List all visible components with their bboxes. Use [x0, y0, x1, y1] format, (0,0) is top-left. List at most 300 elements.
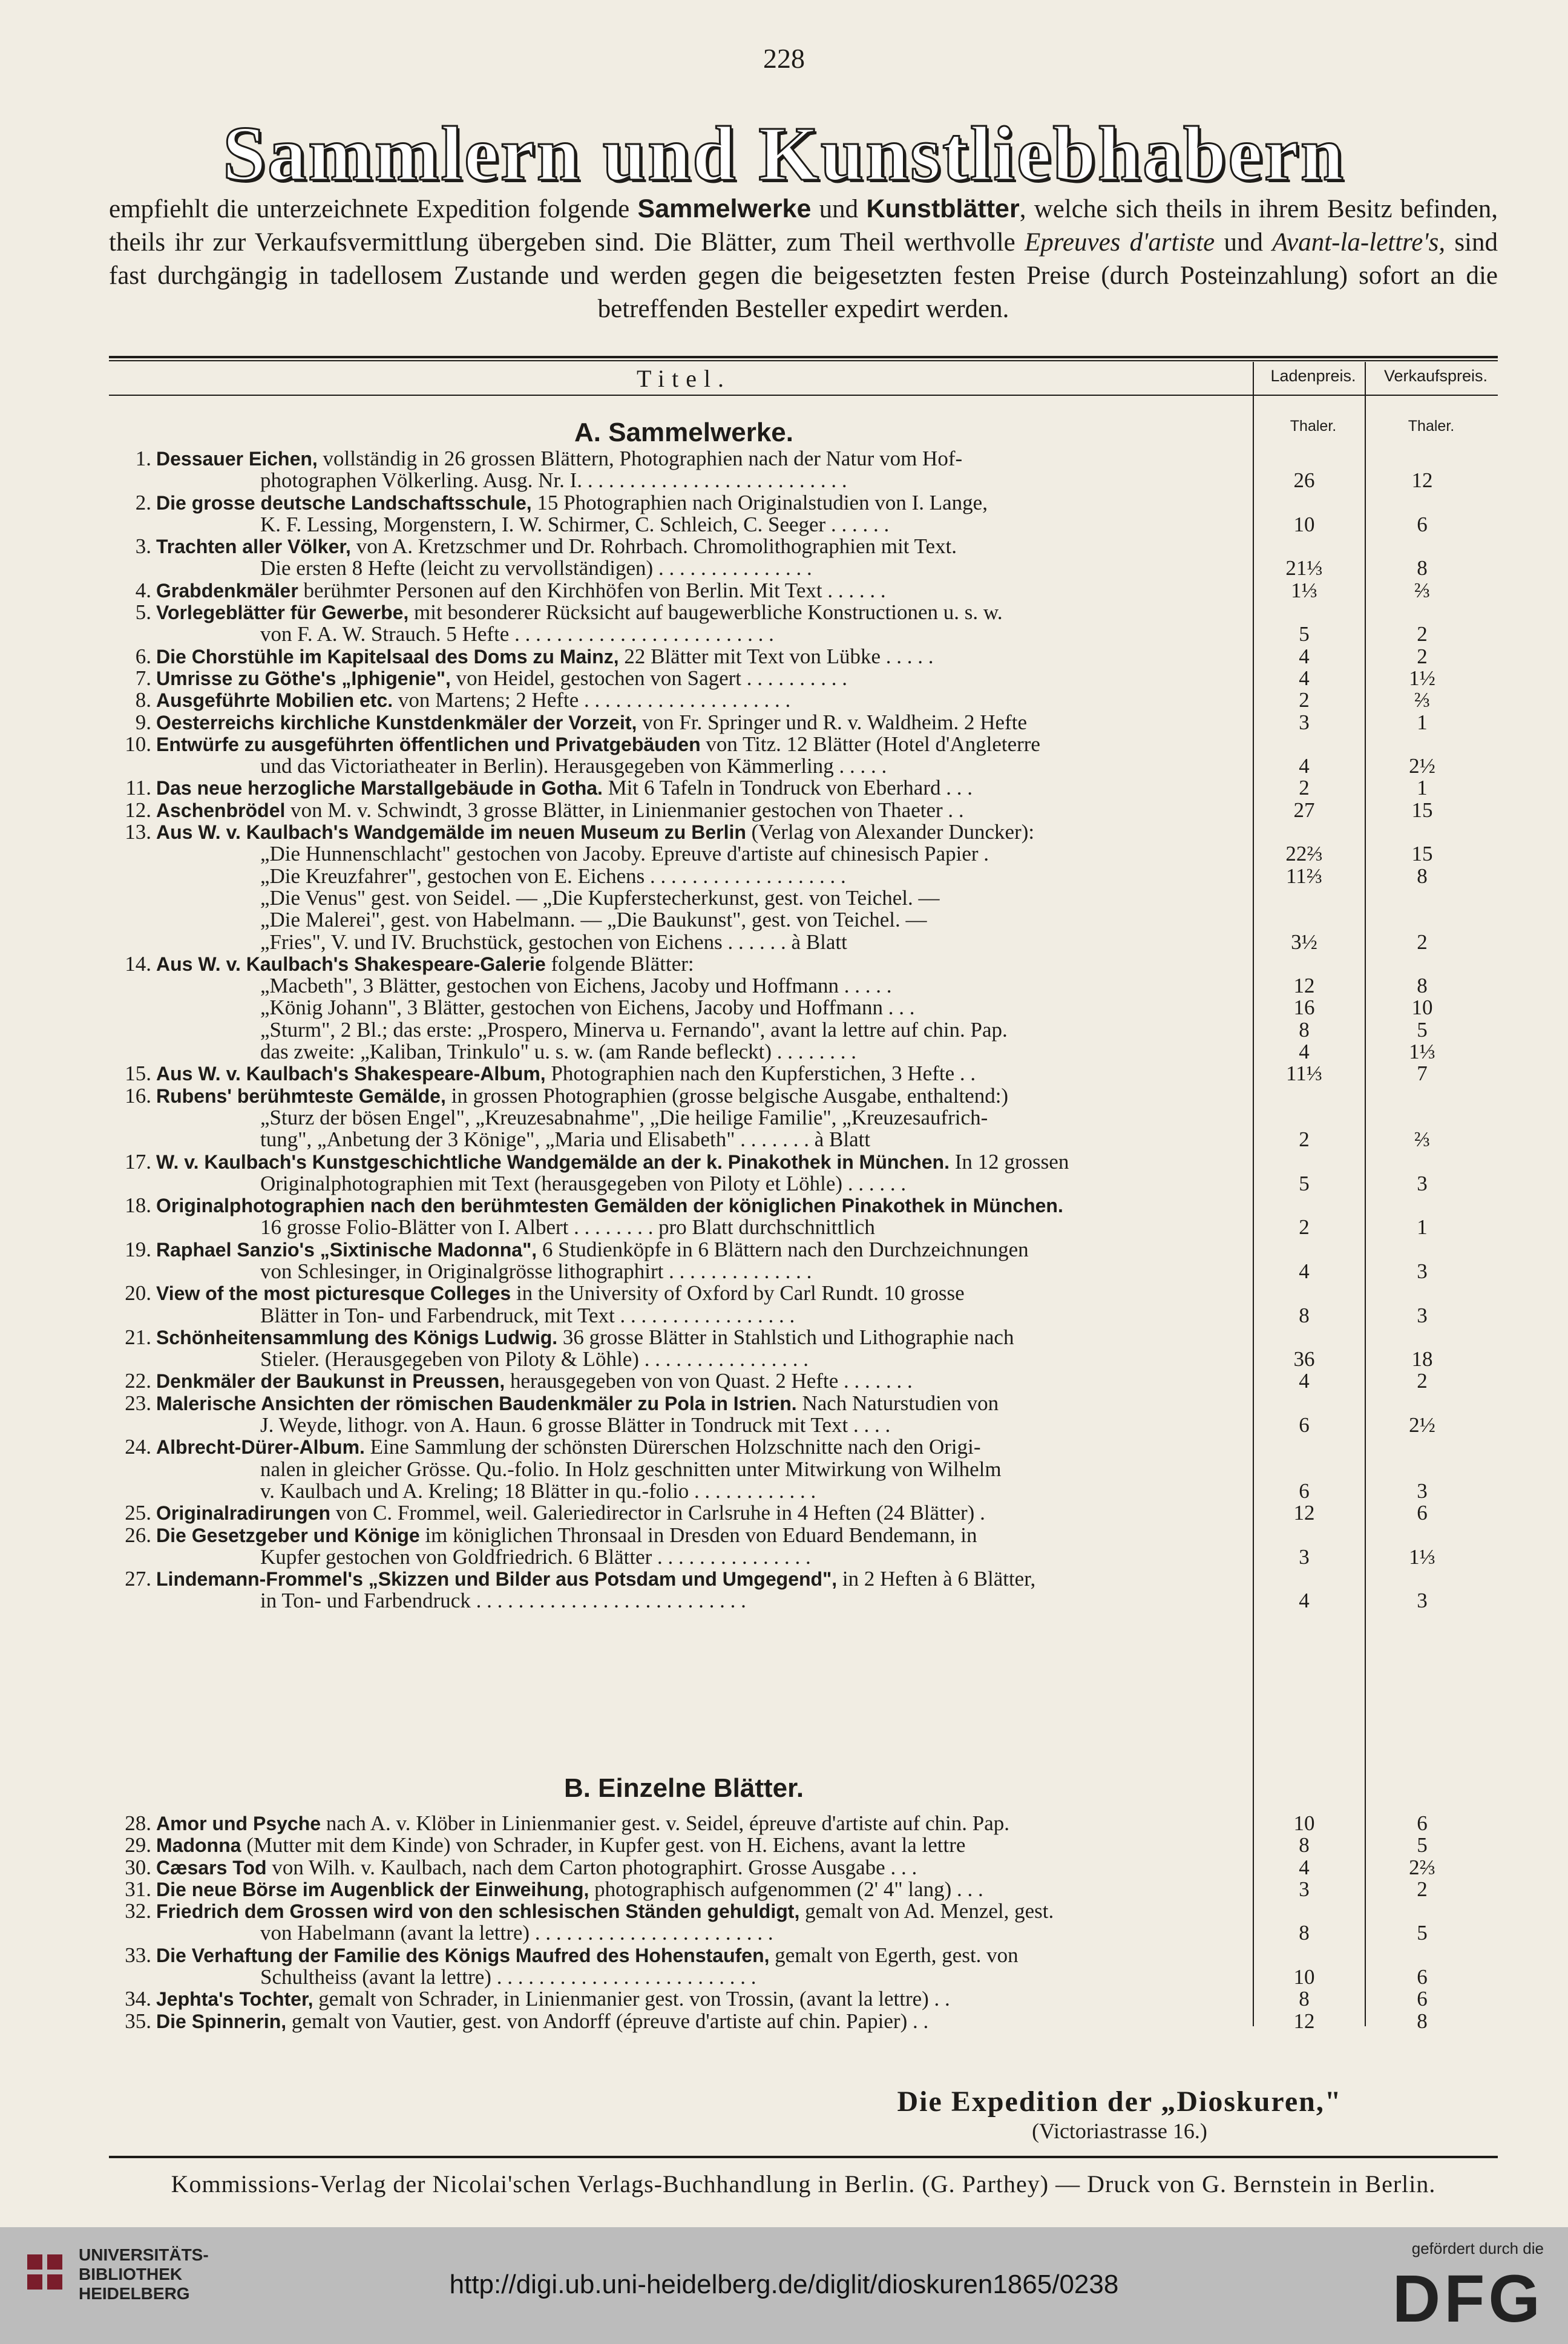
entry-number: 34.	[125, 1987, 151, 2011]
entry-number: 32.	[125, 1899, 151, 1923]
entry-line	[109, 1436, 1498, 1458]
entry-body: K. F. Lessing, Morgenstern, I. W. Schirmer, C. Schleich, C. Seeger . . . . . .	[260, 512, 890, 536]
entry-text	[260, 1459, 1350, 1480]
entry-line	[109, 799, 1498, 821]
ladenpreis-value: 3	[1299, 1545, 1310, 1569]
table-header-rule	[109, 395, 1498, 396]
verkaufspreis-value: 5	[1417, 1017, 1428, 1042]
ladenpreis-value: 5	[1299, 1171, 1310, 1195]
entry-heading: View of the most picturesque Colleges	[156, 1282, 511, 1305]
entry-heading: Jephta's Tochter,	[156, 1988, 313, 2011]
col-verkaufspreis: Verkaufspreis.	[1383, 367, 1488, 385]
entry-text	[260, 1261, 1350, 1282]
ladenpreis-value: 6	[1299, 1479, 1310, 1503]
entry-line	[109, 1107, 1498, 1129]
intro-text: empfiehlt die unterzeichnete Expedition folgende	[109, 195, 638, 223]
entry-text	[156, 1857, 1348, 1879]
ladenpreis-value: 4	[1299, 1040, 1310, 1064]
entry-text	[156, 448, 1348, 470]
entry-text	[260, 1107, 1350, 1129]
entry-body: Nach Naturstudien von	[796, 1391, 999, 1415]
entry-heading: Aus W. v. Kaulbach's Wandgemälde im neuen Museum zu Berlin	[156, 821, 746, 844]
intro-bold: Kunstblätter	[866, 194, 1020, 223]
verkaufspreis-value: 10	[1411, 996, 1433, 1020]
entry-number: 9.	[135, 710, 151, 734]
unit-label: Thaler.	[1408, 418, 1455, 435]
entry-text	[156, 580, 1348, 602]
ladenpreis-value: 5	[1299, 622, 1310, 646]
entry-text	[156, 1393, 1348, 1414]
verkaufspreis-value: 1½	[1409, 666, 1435, 690]
entry-heading: Oesterreichs kirchliche Kunstdenkmäler der Vorzeit,	[156, 711, 637, 734]
entry-text	[156, 1327, 1348, 1348]
entry-body: mit besonderer Rücksicht auf baugewerbliche Konstructionen u. s. w.	[408, 600, 1003, 625]
verkaufspreis-value: 15	[1411, 798, 1433, 822]
entry-number: 6.	[135, 644, 151, 668]
ladenpreis-value: 4	[1299, 1369, 1310, 1393]
entry-heading: Dessauer Eichen,	[156, 448, 318, 470]
entry-body: Stieler. (Herausgegeben von Piloty & Löhle) . . . . . . . . . . . . . . . .	[260, 1347, 809, 1371]
entry-text	[156, 646, 1348, 668]
entry-heading: Ausgeführte Mobilien etc.	[156, 689, 393, 712]
entry-body: (Verlag von Alexander Duncker):	[746, 820, 1035, 844]
library-name-line: UNIVERSITÄTS-	[79, 2245, 209, 2264]
entry-text	[260, 1129, 1350, 1151]
col-ladenpreis: Ladenpreis.	[1270, 367, 1356, 385]
entry-line	[109, 1568, 1498, 1590]
entry-text	[156, 1813, 1348, 1834]
verkaufspreis-value: 6	[1417, 1811, 1428, 1835]
ladenpreis-value: 4	[1299, 644, 1310, 668]
entry-line	[109, 909, 1498, 931]
entry-line	[109, 1282, 1498, 1304]
entry-text	[156, 1436, 1348, 1458]
verkaufspreis-value: 1	[1417, 1215, 1428, 1239]
entry-number: 2.	[135, 490, 151, 514]
entry-text	[260, 1966, 1350, 1988]
entry-body: Originalphotographien mit Text (herausgegeben von Piloty et Löhle) . . . . . .	[260, 1171, 907, 1195]
entry-line	[109, 1945, 1498, 1966]
funded-by-label: gefördert durch die	[1411, 2239, 1544, 2257]
ladenpreis-value: 8	[1299, 1017, 1310, 1042]
entry-text	[156, 1834, 1348, 1856]
verkaufspreis-value: 1	[1417, 776, 1428, 800]
entry-text	[260, 931, 1350, 953]
entry-text	[156, 1085, 1348, 1107]
entry-body: gemalt von Schrader, in Linienmanier gest. von Trossin, (avant la lettre) . .	[313, 1987, 950, 2011]
entry-body: in grossen Photographien (grosse belgische Ausgabe, enthaltend:)	[445, 1083, 1009, 1108]
entry-line	[109, 1327, 1498, 1348]
entry-text	[156, 1195, 1348, 1216]
entry-body: Mit 6 Tafeln in Tondruck von Eberhard . . .	[602, 776, 973, 800]
verkaufspreis-value: 8	[1417, 864, 1428, 888]
entry-text	[156, 953, 1348, 975]
entry-text	[260, 1414, 1350, 1436]
entry-text	[260, 1041, 1350, 1063]
ladenpreis-value: 16	[1293, 996, 1315, 1020]
entry-heading: Denkmäler der Baukunst in Preussen,	[156, 1370, 505, 1393]
entry-line	[109, 668, 1498, 689]
ladenpreis-value: 8	[1299, 1987, 1310, 2011]
entry-text	[156, 689, 1348, 711]
verkaufspreis-value: 1	[1417, 710, 1428, 734]
col-title: Titel.	[636, 365, 732, 392]
verkaufspreis-value: 12	[1411, 468, 1433, 493]
entry-line	[109, 1129, 1498, 1151]
section-heading-a: A. Sammelwerke.	[574, 418, 793, 447]
ladenpreis-value: 36	[1293, 1347, 1315, 1371]
verkaufspreis-value: 2	[1417, 930, 1428, 954]
verkaufspreis-value: 7	[1417, 1062, 1428, 1086]
entry-body: 36 grosse Blätter in Stahlstich und Lithographie nach	[557, 1325, 1014, 1349]
entry-text	[156, 1370, 1348, 1392]
entry-body: nach A. v. Klöber in Linienmanier gest. v. Seidel, épreuve d'artiste auf chin. Pap.	[321, 1811, 1010, 1835]
entry-heading: Umrisse zu Göthe's „Iphigenie",	[156, 667, 451, 689]
intro-text: , welche sich theils in ihrem Besitz befinden, theils ihr zur Verkaufsvermittlung übergeben sind. Die Blätter, zum Theil werthvolle	[109, 195, 1498, 257]
entry-number: 4.	[135, 578, 151, 602]
entry-line	[109, 1459, 1498, 1480]
entry-line	[109, 602, 1498, 623]
ladenpreis-value: 10	[1293, 1811, 1315, 1835]
entry-line	[109, 734, 1498, 755]
entry-body: „Die Malerei", gest. von Habelmann. — „Die Baukunst", gest. von Teichel. —	[260, 908, 927, 932]
entry-text	[260, 843, 1350, 865]
table-top-rule-thin	[109, 360, 1498, 361]
entry-body: in the University of Oxford by Carl Rundt. 10 grosse	[511, 1281, 965, 1305]
entry-body: 6 Studienköpfe in 6 Blättern nach den Durchzeichnungen	[537, 1237, 1029, 1261]
entry-body: gemalt von Ad. Menzel, gest.	[799, 1899, 1054, 1923]
entry-body: gemalt von Vautier, gest. von Andorff (épreuve d'artiste auf chin. Papier) . .	[286, 2009, 929, 2033]
entry-heading: Cæsars Tod	[156, 1856, 267, 1879]
imprint: Kommissions-Verlag der Nicolai'schen Verlags-Buchhandlung in Berlin. (G. Parthey) — Druck von G. Bernstein in Berlin.	[171, 2170, 1436, 2198]
table-header	[109, 362, 1498, 392]
entry-line	[109, 1414, 1498, 1436]
entry-line	[109, 1173, 1498, 1195]
entry-line	[109, 975, 1498, 997]
entry-heading: Schönheitensammlung des Königs Ludwig.	[156, 1326, 558, 1348]
ladenpreis-value: 4	[1299, 1259, 1310, 1283]
entry-text	[156, 1879, 1348, 1900]
entry-line	[109, 689, 1498, 711]
entry-number: 30.	[125, 1855, 151, 1879]
entry-body: In 12 grossen	[949, 1149, 1069, 1174]
entry-line	[109, 865, 1498, 887]
entry-number: 33.	[125, 1943, 151, 1967]
verkaufspreis-value: 6	[1417, 1501, 1428, 1525]
ladenpreis-value: 10	[1293, 512, 1315, 536]
entry-body: „Die Kreuzfahrer", gestochen von E. Eichens . . . . . . . . . . . . . . . . . . .	[260, 864, 846, 888]
entry-number: 17.	[125, 1149, 151, 1174]
entry-body: von M. v. Schwindt, 3 grosse Blätter, in Linienmanier gestochen von Thaeter . .	[285, 798, 964, 822]
entry-body: und das Victoriatheater in Berlin). Herausgegeben von Kämmerling . . . . .	[260, 754, 887, 778]
entry-number: 26.	[125, 1523, 151, 1547]
verkaufspreis-value: 3	[1417, 1479, 1428, 1503]
entry-text	[156, 1063, 1348, 1085]
ladenpreis-value: 8	[1299, 1833, 1310, 1857]
entry-number: 29.	[125, 1833, 151, 1857]
intro-italic: Avant-la-lettre's,	[1272, 228, 1446, 257]
verkaufspreis-value: 3	[1417, 1259, 1428, 1283]
entry-line	[109, 1261, 1498, 1282]
entry-text	[156, 1151, 1348, 1173]
entry-body: Schultheiss (avant la lettre) . . . . . . . . . . . . . . . . . . . . . . . . .	[260, 1965, 756, 1989]
entry-body: herausgegeben von von Quast. 2 Hefte . . . . . . .	[505, 1369, 913, 1393]
entry-number: 10.	[125, 732, 151, 756]
entry-number: 22.	[125, 1369, 151, 1393]
entry-line	[109, 646, 1498, 668]
entry-text	[260, 623, 1350, 645]
entry-text	[156, 799, 1348, 821]
entry-text	[260, 1922, 1350, 1944]
entry-heading: Die Gesetzgeber und Könige	[156, 1524, 420, 1546]
ladenpreis-value: 12	[1293, 1501, 1315, 1525]
entry-line	[109, 492, 1498, 514]
verkaufspreis-value: 3	[1417, 1303, 1428, 1327]
entry-heading: Aschenbrödel	[156, 799, 286, 821]
entry-number: 27.	[125, 1567, 151, 1591]
entry-number: 13.	[125, 820, 151, 844]
entry-line	[109, 1151, 1498, 1173]
verkaufspreis-value: 2½	[1409, 1413, 1435, 1437]
entry-body: „Die Venus" gest. von Seidel. — „Die Kupferstecherkunst, gest. von Teichel. —	[260, 885, 940, 910]
entry-text	[156, 1568, 1348, 1590]
entry-text	[260, 514, 1350, 536]
intro-text: und	[1215, 228, 1273, 257]
entry-heading: Aus W. v. Kaulbach's Shakespeare-Galerie	[156, 953, 546, 975]
entry-line	[109, 1480, 1498, 1502]
entry-body: photographisch aufgenommen (2' 4" lang) . . .	[589, 1877, 983, 1901]
entry-line	[109, 1063, 1498, 1085]
entry-text	[156, 492, 1348, 514]
entry-text	[260, 1546, 1350, 1568]
verkaufspreis-value: 2	[1417, 1369, 1428, 1393]
entry-body: in Ton- und Farbendruck . . . . . . . . . . . . . . . . . . . . . . . . . .	[260, 1589, 746, 1613]
entry-heading: Madonna	[156, 1834, 241, 1857]
einzelne-blaetter-list	[109, 1813, 1498, 2032]
ladenpreis-value: 11⅔	[1286, 864, 1322, 888]
entry-heading: Trachten aller Völker,	[156, 536, 351, 558]
verkaufspreis-value: 1⅓	[1409, 1545, 1435, 1569]
entry-line	[109, 536, 1498, 557]
entry-body: von Habelmann (avant la lettre) . . . . . . . . . . . . . . . . . . . . . . .	[260, 1921, 773, 1945]
ladenpreis-value: 2	[1299, 1215, 1310, 1239]
entry-number: 15.	[125, 1062, 151, 1086]
entry-line	[109, 1348, 1498, 1370]
entry-line	[109, 755, 1498, 777]
entry-text	[156, 1988, 1348, 2010]
verkaufspreis-value: 5	[1417, 1921, 1428, 1945]
entry-text	[156, 1239, 1348, 1261]
entry-number: 18.	[125, 1193, 151, 1218]
verkaufspreis-value: 6	[1417, 1987, 1428, 2011]
entry-line	[109, 1393, 1498, 1414]
ladenpreis-value: 8	[1299, 1921, 1310, 1945]
entry-number: 12.	[125, 798, 151, 822]
entry-body: „König Johann", 3 Blätter, gestochen von Eichens, Jacoby und Hoffmann . . .	[260, 996, 915, 1020]
entry-body: berühmter Personen auf den Kirchhöfen von Berlin. Mit Text . . . . . .	[298, 578, 886, 602]
entry-body: von C. Frommel, weil. Galeriedirector in Carlsruhe in 4 Heften (24 Blätter) .	[330, 1501, 985, 1525]
entry-number: 24.	[125, 1435, 151, 1459]
entry-body: „Sturz der bösen Engel", „Kreuzesabnahme", „Die heilige Familie", „Kreuzesaufrich-	[260, 1105, 988, 1129]
entry-number: 25.	[125, 1501, 151, 1525]
signature: Die Expedition der „Dioskuren,"	[897, 2086, 1342, 2118]
entry-body: von Martens; 2 Hefte . . . . . . . . . . . . . . . . . . . .	[393, 688, 791, 712]
entry-body: nalen in gleicher Grösse. Qu.-folio. In Holz geschnitten unter Mitwirkung von Wilhelm	[260, 1457, 1002, 1481]
entry-heading: Aus W. v. Kaulbach's Shakespeare-Album,	[156, 1063, 546, 1085]
entry-text	[260, 1348, 1350, 1370]
entry-heading: Die Spinnerin,	[156, 2010, 287, 2032]
ladenpreis-value: 6	[1299, 1413, 1310, 1437]
table-top-rule	[109, 356, 1498, 358]
intro-paragraph	[109, 192, 1498, 326]
entry-body: Die ersten 8 Hefte (leicht zu vervollständigen) . . . . . . . . . . . . . . .	[260, 556, 812, 580]
ladenpreis-value: 12	[1293, 974, 1315, 998]
entry-line	[109, 1085, 1498, 1107]
ladenpreis-value: 10	[1293, 1965, 1315, 1989]
entry-text	[156, 536, 1348, 557]
entry-heading: Originalphotographien nach den berühmtesten Gemälden der königlichen Pinakothek in München.	[156, 1195, 1063, 1217]
entry-heading: Rubens' berühmteste Gemälde,	[156, 1085, 446, 1107]
entry-text	[260, 1305, 1350, 1327]
ladenpreis-value: 3	[1299, 1877, 1310, 1901]
entry-body: von Titz. 12 Blätter (Hotel d'Angleterre	[700, 732, 1040, 756]
entry-text	[260, 887, 1350, 909]
entry-body: J. Weyde, lithogr. von A. Haun. 6 grosse Blätter in Tondruck mit Text . . . .	[260, 1413, 891, 1437]
entry-number: 3.	[135, 534, 151, 559]
entry-heading: Grabdenkmäler	[156, 579, 298, 602]
entry-heading: Raphael Sanzio's „Sixtinische Madonna",	[156, 1238, 537, 1261]
entry-text	[260, 865, 1350, 887]
entry-heading: Malerische Ansichten der römischen Baudenkmäler zu Pola in Istrien.	[156, 1392, 797, 1414]
entry-line	[109, 1879, 1498, 1900]
entry-line	[109, 1966, 1498, 1988]
entry-body: „Sturm", 2 Bl.; das erste: „Prospero, Minerva u. Fernando", avant la lettre auf chin. Pap.	[260, 1017, 1008, 1042]
ladenpreis-value: 4	[1299, 1855, 1310, 1879]
entry-text	[260, 1173, 1350, 1195]
entry-text	[260, 997, 1350, 1019]
ladenpreis-value: 26	[1293, 468, 1315, 493]
entry-heading: Lindemann-Frommel's „Skizzen und Bilder aus Potsdam und Umgegend",	[156, 1568, 838, 1591]
entry-body: im königlichen Thronsaal in Dresden von Eduard Bendemann, in	[419, 1523, 977, 1547]
verkaufspreis-value: 18	[1411, 1347, 1433, 1371]
page-title: Sammlern und Kunstliebhabern	[222, 111, 1346, 197]
entry-number: 35.	[125, 2009, 151, 2033]
entry-line	[109, 580, 1498, 602]
verkaufspreis-value: 2	[1417, 622, 1428, 646]
intro-bold: Sammelwerke	[637, 194, 812, 223]
entry-number: 1.	[135, 447, 151, 470]
entry-number: 5.	[135, 600, 151, 625]
entry-text	[156, 668, 1348, 689]
entry-text	[156, 821, 1348, 843]
entry-line	[109, 1195, 1498, 1216]
verkaufspreis-value: 6	[1417, 1965, 1428, 1989]
entry-heading: Die neue Börse im Augenblick der Einweihung,	[156, 1878, 589, 1900]
entry-text	[260, 1019, 1350, 1041]
entry-text	[156, 1525, 1348, 1546]
sammelwerke-list	[109, 448, 1498, 1612]
entry-heading: W. v. Kaulbach's Kunstgeschichtliche Wandgemälde an der k. Pinakothek in München.	[156, 1151, 950, 1173]
entry-body: Eine Sammlung der schönsten Dürerschen Holzschnitte nach den Origi-	[364, 1435, 981, 1459]
ladenpreis-value: 1⅓	[1291, 578, 1317, 602]
ladenpreis-value: 2	[1299, 688, 1310, 712]
entry-line	[109, 2011, 1498, 2032]
entry-number: 19.	[125, 1237, 151, 1261]
dfg-logo: DFG	[1392, 2262, 1544, 2336]
verkaufspreis-value: 2½	[1409, 754, 1435, 778]
entry-body: tung", „Anbetung der 3 Könige", „Maria und Elisabeth" . . . . . . . à Blatt	[260, 1128, 871, 1152]
ladenpreis-value: 27	[1293, 798, 1315, 822]
verkaufspreis-value: 1⅓	[1409, 1040, 1435, 1064]
address: (Victoriastrasse 16.)	[1032, 2119, 1207, 2143]
entry-line	[109, 821, 1498, 843]
entry-text	[260, 557, 1350, 579]
entry-number: 14.	[125, 951, 151, 976]
entry-body: photographen Völkerling. Ausg. Nr. I. . . . . . . . . . . . . . . . . . . . . . . . . .	[260, 468, 847, 493]
entry-text	[156, 1945, 1348, 1966]
entry-text	[260, 470, 1350, 491]
entry-text	[156, 1900, 1348, 1922]
ladenpreis-value: 4	[1299, 666, 1310, 690]
entry-line	[109, 1305, 1498, 1327]
entry-body: von Schlesinger, in Originalgrösse lithographirt . . . . . . . . . . . . . .	[260, 1259, 812, 1283]
entry-body: gemalt von Egerth, gest. von	[769, 1943, 1019, 1967]
entry-number: 23.	[125, 1391, 151, 1415]
entry-line	[109, 1988, 1498, 2010]
entry-body: 15 Photographien nach Originalstudien von I. Lange,	[531, 490, 988, 514]
entry-text	[260, 1480, 1350, 1502]
entry-line	[109, 1370, 1498, 1392]
entry-body: „Fries", V. und IV. Bruchstück, gestochen von Eichens . . . . . . à Blatt	[260, 930, 847, 954]
ladenpreis-value: 21⅓	[1285, 556, 1323, 580]
entry-text	[260, 1216, 1350, 1238]
entry-line	[109, 1900, 1498, 1922]
ladenpreis-value: 22⅔	[1285, 842, 1323, 866]
entry-heading: Die Verhaftung der Familie des Königs Maufred des Hohenstaufen,	[156, 1944, 770, 1966]
entry-text	[156, 602, 1348, 623]
entry-number: 8.	[135, 688, 151, 712]
entry-body: von Wilh. v. Kaulbach, nach dem Carton photographirt. Grosse Ausgabe . . .	[266, 1855, 917, 1879]
library-name-line: HEIDELBERG	[79, 2284, 190, 2303]
ladenpreis-value: 4	[1299, 1589, 1310, 1613]
entry-line	[109, 1239, 1498, 1261]
entry-body: in 2 Heften à 6 Blätter,	[837, 1567, 1036, 1591]
entry-line	[109, 1502, 1498, 1524]
entry-body: v. Kaulbach und A. Kreling; 18 Blätter in qu.-folio . . . . . . . . . . . .	[260, 1479, 816, 1503]
entry-line	[109, 712, 1498, 734]
entry-text	[260, 909, 1350, 931]
entry-line	[109, 931, 1498, 953]
entry-body: 16 grosse Folio-Blätter von I. Albert . . . . . . . . pro Blatt durchschnittlich	[260, 1215, 875, 1239]
ladenpreis-value: 2	[1299, 776, 1310, 800]
entry-body: Blätter in Ton- und Farbendruck, mit Text . . . . . . . . . . . . . . . . .	[260, 1303, 795, 1327]
entry-line	[109, 1590, 1498, 1612]
entry-body: „Macbeth", 3 Blätter, gestochen von Eichens, Jacoby und Hoffmann . . . . .	[260, 974, 892, 998]
verkaufspreis-value: 2⅔	[1409, 1855, 1435, 1879]
verkaufspreis-value: 3	[1417, 1171, 1428, 1195]
entry-number: 16.	[125, 1083, 151, 1108]
entry-heading: Das neue herzogliche Marstallgebäude in Gotha.	[156, 777, 603, 799]
entry-heading: Entwürfe zu ausgeführten öffentlichen und Privatgebäuden	[156, 733, 701, 755]
entry-line	[109, 843, 1498, 865]
entry-body: Kupfer gestochen von Goldfriedrich. 6 Blätter . . . . . . . . . . . . . . .	[260, 1545, 811, 1569]
entry-line	[109, 514, 1498, 536]
entry-line	[109, 1041, 1498, 1063]
ladenpreis-value: 3	[1299, 710, 1310, 734]
permalink-url[interactable]: http://digi.ub.uni-heidelberg.de/diglit/dioskuren1865/0238	[449, 2270, 1119, 2299]
entry-body: „Die Hunnenschlacht" gestochen von Jacoby. Epreuve d'artiste auf chinesisch Papier .	[260, 842, 989, 866]
entry-text	[156, 2011, 1348, 2032]
